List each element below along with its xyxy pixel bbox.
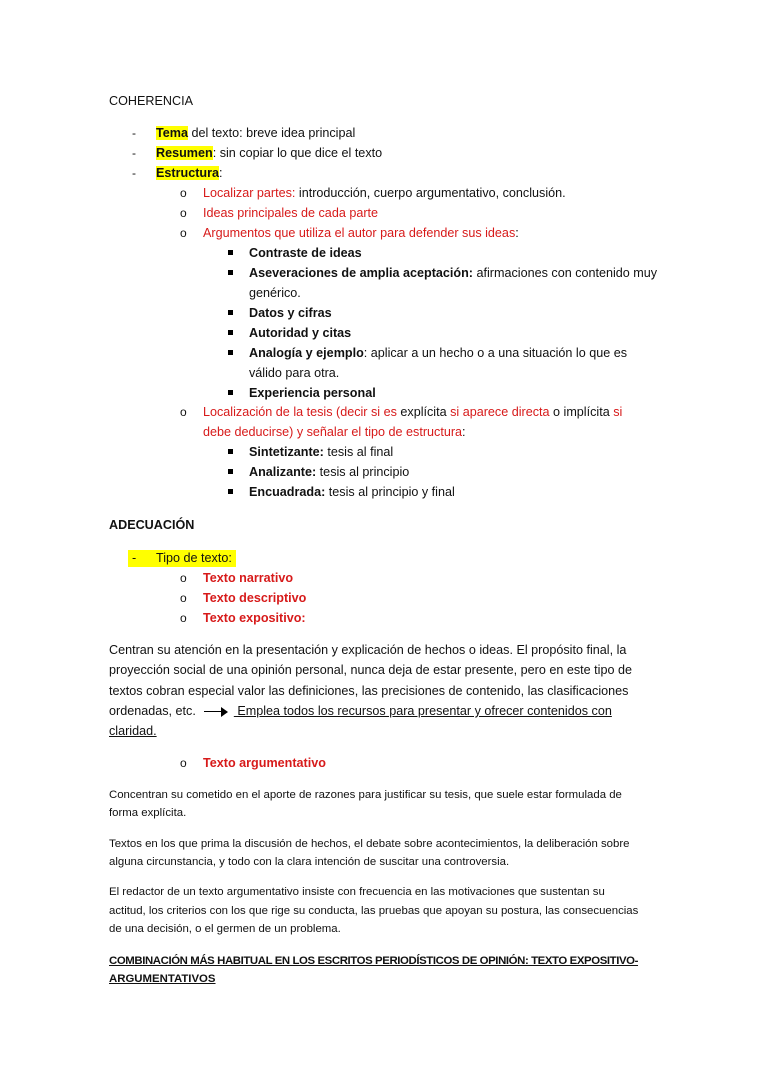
circle-bullet: o bbox=[180, 186, 187, 200]
combinacion-line-2: ARGUMENTATIVOS bbox=[109, 973, 216, 985]
argumentativo-p1-line-2: forma explícita. bbox=[109, 807, 187, 819]
square-bullet bbox=[228, 489, 233, 494]
tesis-encuadrada: Encuadrada: tesis al principio y final bbox=[249, 485, 455, 499]
expositivo-line-3: textos cobran especial valor las definiciones, las precisiones de contenido, las clasificaciones bbox=[109, 684, 629, 698]
dash-bullet: - bbox=[132, 551, 137, 565]
tipo-narrativo: Texto narrativo bbox=[203, 571, 294, 585]
item-ideas-principales: Ideas principales de cada parte bbox=[203, 206, 379, 220]
expositivo-line-5: claridad. bbox=[109, 724, 157, 738]
square-bullet bbox=[228, 390, 233, 395]
arg-contraste: Contraste de ideas bbox=[249, 246, 362, 260]
tipo-descriptivo: Texto descriptivo bbox=[203, 591, 307, 605]
tesis-analizante: Analizante: tesis al principio bbox=[249, 465, 410, 479]
arg-datos: Datos y cifras bbox=[249, 306, 332, 320]
arg-experiencia: Experiencia personal bbox=[249, 386, 376, 400]
circle-bullet: o bbox=[180, 226, 187, 240]
heading-adecuacion: ADECUACIÓN bbox=[109, 518, 195, 532]
tipo-texto-highlight bbox=[128, 550, 236, 567]
argumentativo-p1-line-1: Concentran su cometido en el aporte de razones para justificar su tesis, que suele estar formulada de bbox=[109, 789, 622, 801]
circle-bullet: o bbox=[180, 405, 187, 419]
arg-aseveraciones: Aseveraciones de amplia aceptación: afirmaciones con contenido muy bbox=[249, 266, 658, 280]
expositivo-line-2: proyección social de una opinión personal, nunca deja de estar presente, pero en este tipo de bbox=[109, 663, 632, 677]
circle-bullet: o bbox=[180, 611, 187, 625]
square-bullet bbox=[228, 330, 233, 335]
item-tesis-cont: debe deducirse) y señalar el tipo de estructura: bbox=[203, 425, 466, 439]
argumentativo-p3-line-3: de una decisión, o el germen de un problema. bbox=[109, 923, 341, 935]
term-estructura: Estructura bbox=[156, 166, 219, 180]
dash-bullet: - bbox=[132, 146, 136, 160]
term-resumen: Resumen bbox=[156, 146, 213, 160]
argumentativo-p3-line-2: actitud, los criterios con los que rige su conducta, las pruebas que apoyan su postura, las consecuencias bbox=[109, 905, 639, 917]
arg-analogia: Analogía y ejemplo: aplicar a un hecho o a una situación lo que es bbox=[249, 346, 628, 360]
arg-autoridad: Autoridad y citas bbox=[249, 326, 352, 340]
arg-aseveraciones-cont: genérico. bbox=[249, 286, 301, 300]
item-tesis: Localización de la tesis (decir si es explícita si aparece directa o implícita si bbox=[203, 405, 623, 419]
square-bullet bbox=[228, 350, 233, 355]
square-bullet bbox=[228, 270, 233, 275]
dash-bullet: - bbox=[132, 126, 136, 140]
item-argumentos: Argumentos que utiliza el autor para defender sus ideas: bbox=[203, 226, 519, 240]
expositivo-line-4: ordenadas, etc. Emplea todos los recursos para presentar y ofrecer contenidos con bbox=[109, 704, 612, 718]
dash-bullet: - bbox=[132, 166, 136, 180]
tipo-expositivo: Texto expositivo: bbox=[203, 611, 306, 625]
item-tema: Tema del texto: breve idea principal bbox=[156, 126, 356, 140]
item-localizar-partes: Localizar partes: introducción, cuerpo argumentativo, conclusión. bbox=[203, 186, 566, 200]
expositivo-line-1: Centran su atención en la presentación y explicación de hechos o ideas. El propósito final, la bbox=[109, 643, 627, 657]
argumentativo-p2-line-2: alguna circunstancia, y todo con la clara intención de suscitar una controversia. bbox=[109, 856, 510, 868]
term-tema: Tema bbox=[156, 126, 188, 140]
circle-bullet: o bbox=[180, 206, 187, 220]
square-bullet bbox=[228, 310, 233, 315]
tesis-sintetizante: Sintetizante: tesis al final bbox=[249, 445, 394, 459]
tipo-argumentativo: Texto argumentativo bbox=[203, 756, 326, 770]
item-resumen: Resumen: sin copiar lo que dice el texto bbox=[156, 146, 383, 160]
argumentativo-p3-line-1: El redactor de un texto argumentativo insiste con frecuencia en las motivaciones que sustentan su bbox=[109, 886, 605, 898]
right-arrow-icon bbox=[204, 707, 228, 717]
combinacion-line-1: COMBINACIÓN MÁS HABITUAL EN LOS ESCRITOS PERIODÍSTICOS DE OPINIÓN: TEXTO EXPOSITIVO- bbox=[109, 955, 639, 967]
tipo-texto-label: Tipo de texto: bbox=[156, 551, 232, 565]
arg-analogia-cont: válido para otra. bbox=[249, 366, 340, 380]
argumentativo-p2-line-1: Textos en los que prima la discusión de hechos, el debate sobre acontecimientos, la deliberación sobre bbox=[109, 838, 630, 850]
item-estructura: Estructura: bbox=[156, 166, 223, 180]
square-bullet bbox=[228, 250, 233, 255]
circle-bullet: o bbox=[180, 571, 187, 585]
heading-coherencia: COHERENCIA bbox=[109, 94, 193, 108]
square-bullet bbox=[228, 469, 233, 474]
circle-bullet: o bbox=[180, 756, 187, 770]
square-bullet bbox=[228, 449, 233, 454]
circle-bullet: o bbox=[180, 591, 187, 605]
